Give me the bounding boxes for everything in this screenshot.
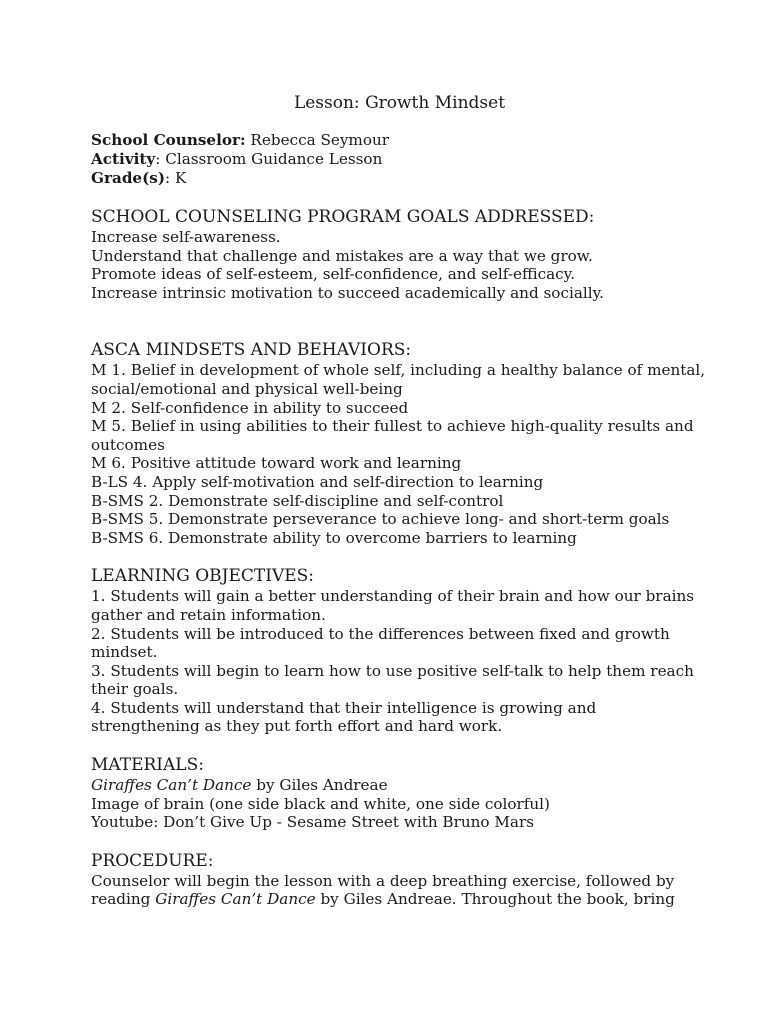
asca-line: B-SMS 2. Demonstrate self-discipline and self-control — [91, 491, 504, 510]
procedure-text — [91, 872, 708, 909]
procedure-heading: PROCEDURE: — [91, 850, 214, 871]
meta-label: School Counselor: — [91, 131, 246, 149]
book-title: Giraffes Can’t Dance — [155, 890, 316, 909]
procedure-line: Counselor will begin the lesson with a deep breathing exercise, followed by — [91, 871, 675, 890]
objective-line: 1. Students will gain a better understanding of their brain and how our brains — [91, 587, 695, 606]
meta-value: : Classroom Guidance Lesson — [155, 150, 383, 168]
goal-line: Increase self-awareness. — [91, 228, 281, 246]
materials-list — [91, 776, 708, 832]
asca-line: M 2. Self-confidence in ability to succeed — [91, 398, 409, 417]
procedure-text-part: by Giles Andreae. Throughout the book, bring — [315, 890, 675, 909]
objective-line: mindset. — [91, 643, 158, 662]
meta-value: Rebecca Seymour — [245, 131, 390, 149]
objective-line: their goals. — [91, 680, 179, 699]
asca-line: B-LS 4. Apply self-motivation and self-direction to learning — [91, 472, 544, 491]
asca-line: B-SMS 6. Demonstrate ability to overcome barriers to learning — [91, 528, 577, 547]
objective-line: gather and retain information. — [91, 605, 326, 624]
objective-line: strengthening as they put forth effort and hard work. — [91, 717, 503, 736]
objectives-list — [91, 587, 708, 736]
asca-list — [91, 361, 708, 547]
procedure-text-part: reading — [91, 890, 156, 909]
goals-list — [91, 228, 708, 302]
procedure-line — [91, 890, 708, 909]
objective-line: 3. Students will begin to learn how to use positive self-talk to help them reach — [91, 661, 694, 680]
meta-label: Grade(s) — [91, 169, 166, 187]
lesson-meta — [91, 131, 708, 188]
asca-line: M 1. Belief in development of whole self, including a healthy balance of mental, — [91, 361, 706, 380]
meta-activity — [91, 150, 708, 169]
meta-grade — [91, 169, 708, 188]
material-book — [91, 776, 708, 795]
objectives-heading: LEARNING OBJECTIVES: — [91, 566, 315, 587]
goal-line: Promote ideas of self-esteem, self-confidence, and self-efficacy. — [91, 265, 576, 284]
asca-line: outcomes — [91, 435, 165, 454]
meta-label: Activity — [91, 150, 156, 168]
objective-line: 2. Students will be introduced to the differences between fixed and growth — [91, 624, 670, 643]
materials-heading: MATERIALS: — [91, 755, 204, 776]
asca-line: M 6. Positive attitude toward work and learning — [91, 454, 462, 473]
material-line: Youtube: Don’t Give Up - Sesame Street with Bruno Mars — [91, 813, 535, 832]
asca-line: M 5. Belief in using abilities to their fullest to achieve high-quality results and — [91, 417, 694, 436]
objective-line: 4. Students will understand that their intelligence is growing and — [91, 698, 597, 717]
asca-line: social/emotional and physical well-being — [91, 379, 403, 398]
goal-line: Understand that challenge and mistakes are a way that we grow. — [91, 246, 593, 265]
goal-line: Increase intrinsic motivation to succeed academically and socially. — [91, 283, 604, 302]
book-title: Giraffes Can’t Dance — [91, 776, 252, 795]
lesson-title: Lesson: Growth Mindset — [293, 93, 506, 113]
book-author: by Giles Andreae — [251, 776, 388, 795]
material-line: Image of brain (one side black and white, one side colorful) — [91, 794, 550, 813]
meta-counselor — [91, 131, 708, 150]
goals-heading: SCHOOL COUNSELING PROGRAM GOALS ADDRESSED: — [91, 207, 595, 227]
asca-line: B-SMS 5. Demonstrate perseverance to achieve long- and short-term goals — [91, 510, 670, 529]
asca-heading: ASCA MINDSETS AND BEHAVIORS: — [91, 340, 412, 361]
meta-value: : K — [165, 169, 187, 187]
